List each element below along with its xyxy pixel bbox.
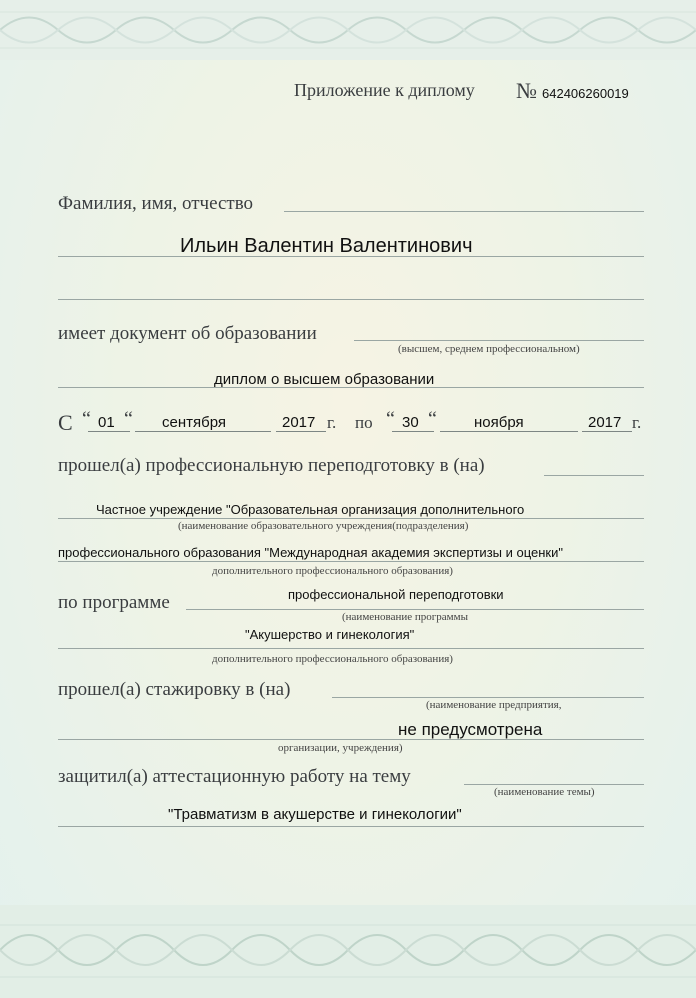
education-line-2 <box>58 387 644 388</box>
start-year-line <box>276 431 326 432</box>
start-year: 2017 <box>282 414 316 431</box>
end-month: ноября <box>474 414 524 431</box>
retraining-line-1 <box>58 518 644 519</box>
retraining-org-line-2: профессионального образования "Международная академия экспертизы и оценки" <box>58 545 563 560</box>
program-line-2 <box>58 648 644 649</box>
number-sign: № <box>516 78 537 103</box>
program-hint-1: (наименование программы <box>342 611 468 623</box>
name-line-3 <box>58 299 644 300</box>
retraining-line-2 <box>58 561 644 562</box>
end-year-suffix: г. <box>632 413 642 432</box>
start-month: сентября <box>162 414 227 431</box>
internship-hint-2: организации, учреждения) <box>278 742 403 754</box>
thesis-value: "Травматизм в акушерстве и гинекологии" <box>168 806 462 823</box>
thesis-line-2 <box>58 826 644 827</box>
internship-line-1 <box>332 697 644 698</box>
program-line-1 <box>186 609 644 610</box>
appendix-title: Приложение к диплому <box>294 80 475 100</box>
internship-value: не предусмотрена <box>398 720 543 739</box>
period-prefix: С <box>58 410 73 435</box>
retraining-hint-1: (наименование образовательного учреждения(подразделения) <box>178 520 469 532</box>
top-ornament-border <box>0 0 696 60</box>
education-label: имеет документ об образовании <box>58 323 317 344</box>
internship-hint-1: (наименование предприятия, <box>426 699 562 711</box>
education-value: диплом о высшем образовании <box>214 371 435 388</box>
start-month-line <box>135 431 271 432</box>
name-line-2 <box>58 256 644 257</box>
program-value-1: профессиональной переподготовки <box>288 587 504 602</box>
education-hint: (высшем, среднем профессиональном) <box>398 343 580 355</box>
program-label: по программе <box>58 592 170 613</box>
end-day: 30 <box>402 414 419 431</box>
retraining-org-line-1: Частное учреждение "Образовательная организация дополнительного <box>96 502 525 517</box>
name-label: Фамилия, имя, отчество <box>58 193 254 214</box>
retraining-hint-2: дополнительного профессионального образования) <box>212 565 453 577</box>
end-day-close-quote: “ <box>428 408 437 430</box>
end-year: 2017 <box>588 414 622 431</box>
thesis-hint: (наименование темы) <box>494 786 595 798</box>
bottom-ornament-border <box>0 905 696 998</box>
full-name: Ильин Валентин Валентинович <box>180 235 473 257</box>
internship-label: прошел(а) стажировку в (на) <box>58 679 291 700</box>
end-year-line <box>582 431 632 432</box>
end-day-open-quote: “ <box>386 408 395 430</box>
end-month-line <box>440 431 578 432</box>
program-hint-2: дополнительного профессионального образования) <box>212 653 453 665</box>
diploma-number: 642406260019 <box>542 86 629 101</box>
start-day-line <box>88 431 130 432</box>
start-day-open-quote: “ <box>82 408 91 430</box>
end-day-line <box>392 431 434 432</box>
thesis-label: защитил(а) аттестационную работу на тему <box>58 766 411 787</box>
start-day: 01 <box>98 414 115 431</box>
program-value-2: "Акушерство и гинекология" <box>245 627 415 642</box>
start-year-suffix: г. <box>327 413 337 432</box>
name-line-1 <box>284 211 644 212</box>
period-between: по <box>355 413 373 432</box>
retraining-line-0 <box>544 475 644 476</box>
internship-line-2 <box>58 739 644 740</box>
start-day-close-quote: “ <box>124 408 133 430</box>
thesis-line-1 <box>464 784 644 785</box>
retraining-label: прошел(а) профессиональную переподготовку в (на) <box>58 455 485 476</box>
education-line-1 <box>354 340 644 341</box>
